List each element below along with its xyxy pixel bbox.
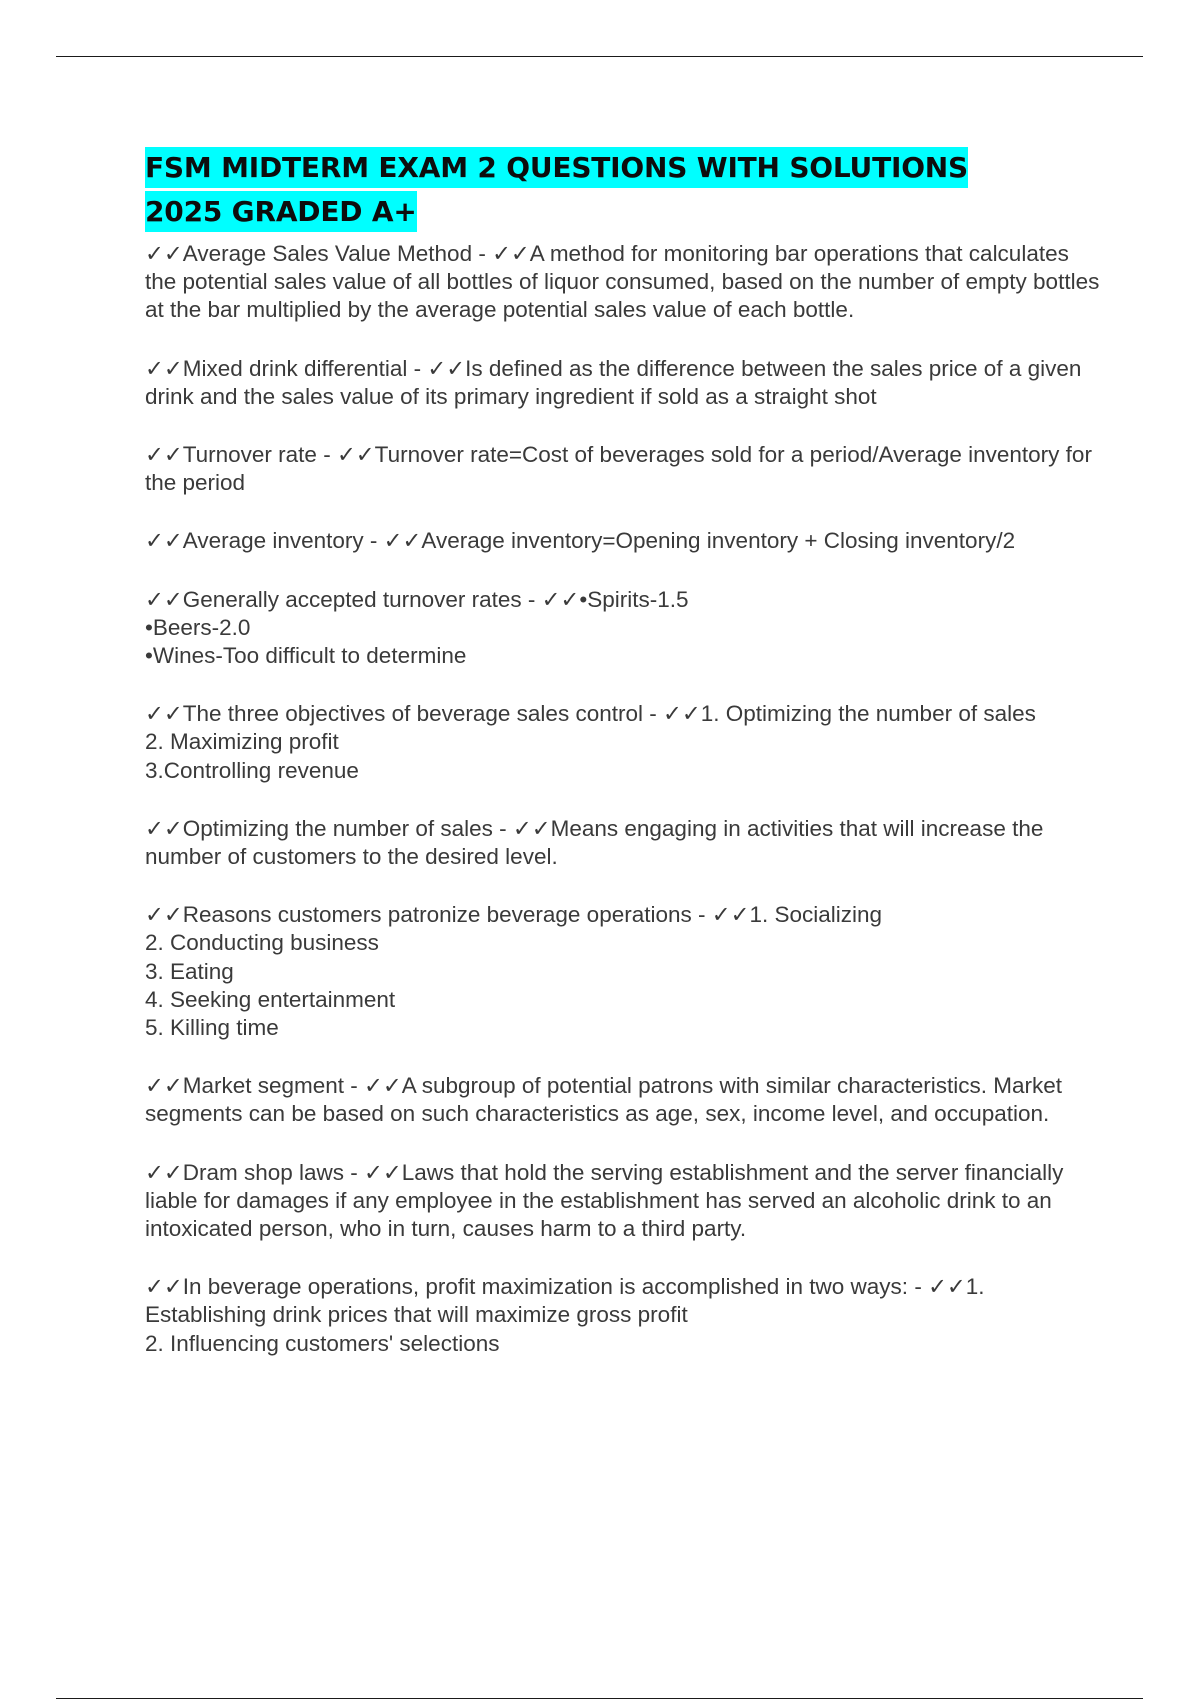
qa-term: Average inventory	[182, 528, 364, 554]
title-line-1: FSM MIDTERM EXAM 2 QUESTIONS WITH SOLUTIONS	[145, 147, 968, 188]
qa-entry	[145, 700, 1105, 785]
qa-list-line: 2. Maximizing profit	[145, 729, 339, 755]
check-marker: ✓✓	[364, 1073, 402, 1099]
qa-list-line: 5. Killing time	[145, 1015, 279, 1041]
qa-term: Mixed drink differential	[182, 355, 408, 381]
qa-entry	[145, 1159, 1105, 1244]
check-marker: ✓✓	[512, 815, 551, 841]
qa-entry-main	[145, 355, 1105, 411]
qa-definition: Average inventory=Opening inventory + Closing inventory/2	[421, 528, 1016, 554]
check-marker: ✓✓	[541, 586, 580, 612]
qa-entry-main	[145, 700, 1105, 728]
qa-entry	[145, 1072, 1105, 1128]
check-marker: ✓✓	[145, 1073, 183, 1099]
check-marker: ✓✓	[928, 1274, 966, 1300]
qa-entry	[145, 355, 1105, 411]
check-marker: ✓✓	[145, 701, 183, 727]
qa-term: Dram shop laws	[182, 1159, 345, 1185]
qa-separator: -	[642, 701, 663, 727]
check-marker: ✓✓	[145, 586, 183, 612]
check-marker: ✓✓	[145, 355, 183, 381]
qa-entry	[145, 527, 1105, 555]
qa-list-line: 3.Controlling revenue	[145, 757, 359, 783]
check-marker: ✓✓	[336, 442, 375, 468]
qa-definition: 1. Establishing drink prices that will maximize gross profit	[145, 1274, 985, 1328]
qa-separator: -	[407, 355, 428, 381]
qa-term: Generally accepted turnover rates	[182, 586, 522, 612]
qa-entry-main	[145, 1159, 1105, 1244]
qa-definition: A method for monitoring bar operations that calculates the potential sales value of all bottles of liquor consumed, based on the number of empty bottles at the bar multiplied by the average potential sales value of each bottle.	[145, 241, 1100, 323]
qa-definition: Is defined as the difference between the sales price of a given drink and the sales value of its primary ingredient if sold as a straight shot	[145, 355, 1082, 409]
document-title	[145, 146, 1105, 234]
qa-entry-main	[145, 240, 1105, 325]
check-marker: ✓✓	[427, 355, 466, 381]
qa-entry-main	[145, 441, 1105, 497]
qa-list	[145, 240, 1105, 1358]
qa-entry-main	[145, 586, 1105, 614]
check-marker: ✓✓	[383, 528, 422, 554]
qa-list-line: •Beers-2.0	[145, 614, 251, 640]
qa-entry	[145, 1273, 1105, 1358]
qa-separator: -	[316, 442, 337, 468]
qa-separator: -	[344, 1159, 365, 1185]
bottom-rule	[56, 1698, 1143, 1699]
qa-entry-main	[145, 1273, 1105, 1329]
qa-separator: -	[691, 902, 712, 928]
qa-term: In beverage operations, profit maximization is accomplished in two ways:	[182, 1274, 909, 1300]
document-body	[145, 146, 1105, 1358]
check-marker: ✓✓	[145, 1274, 183, 1300]
qa-separator: -	[908, 1274, 929, 1300]
check-marker: ✓✓	[662, 701, 701, 727]
qa-definition: 1. Optimizing the number of sales	[700, 701, 1036, 727]
qa-definition: Laws that hold the serving establishment and the server financially liable for damages if any employee in the establishment has served an alcoholic drink to an intoxicated person, who in turn, causes harm to a third party.	[145, 1159, 1064, 1242]
qa-list-line: 2. Conducting business	[145, 930, 379, 956]
qa-list-line: 3. Eating	[145, 958, 234, 984]
check-marker: ✓✓	[711, 902, 750, 928]
check-marker: ✓✓	[145, 241, 183, 266]
qa-term: Optimizing the number of sales	[182, 815, 493, 841]
top-rule	[56, 56, 1143, 57]
qa-term: Average Sales Value Method	[182, 241, 473, 266]
check-marker: ✓✓	[145, 442, 183, 468]
qa-list-line: 4. Seeking entertainment	[145, 986, 396, 1012]
title-line-2: 2025 GRADED A+	[145, 191, 417, 232]
qa-term: The three objectives of beverage sales control	[182, 701, 643, 727]
qa-list-line: 2. Influencing customers' selections	[145, 1330, 500, 1356]
qa-separator: -	[472, 241, 493, 266]
qa-entry-main	[145, 815, 1105, 871]
check-marker: ✓✓	[364, 1159, 402, 1185]
check-marker: ✓✓	[145, 528, 183, 554]
qa-term: Turnover rate	[182, 442, 317, 468]
qa-separator: -	[492, 815, 513, 841]
qa-definition: 1. Socializing	[749, 902, 883, 928]
qa-separator: -	[344, 1073, 365, 1099]
qa-entry	[145, 586, 1105, 671]
qa-entry	[145, 901, 1105, 1042]
qa-separator: -	[521, 586, 542, 612]
check-marker: ✓✓	[145, 902, 183, 928]
qa-term: Market segment	[182, 1073, 345, 1099]
qa-entry	[145, 240, 1105, 325]
check-marker: ✓✓	[145, 1159, 183, 1185]
qa-definition: A subgroup of potential patrons with similar characteristics. Market segments can be based on such characteristics as age, sex, income level, and occupation.	[145, 1073, 1063, 1127]
qa-definition: Means engaging in activities that will increase the number of customers to the desired level.	[145, 815, 1044, 870]
qa-entry	[145, 441, 1105, 497]
qa-term: Reasons customers patronize beverage operations	[182, 902, 692, 928]
check-marker: ✓✓	[145, 815, 183, 841]
check-marker: ✓✓	[492, 241, 530, 266]
qa-separator: -	[363, 528, 384, 554]
qa-entry-main	[145, 901, 1105, 929]
qa-entry-main	[145, 1072, 1105, 1128]
qa-entry-main	[145, 527, 1105, 555]
qa-definition: Turnover rate=Cost of beverages sold for a period/Average inventory for the period	[145, 442, 1092, 496]
qa-definition: •Spirits-1.5	[579, 586, 689, 612]
qa-entry	[145, 815, 1105, 871]
qa-list-line: •Wines-Too difficult to determine	[145, 643, 467, 669]
